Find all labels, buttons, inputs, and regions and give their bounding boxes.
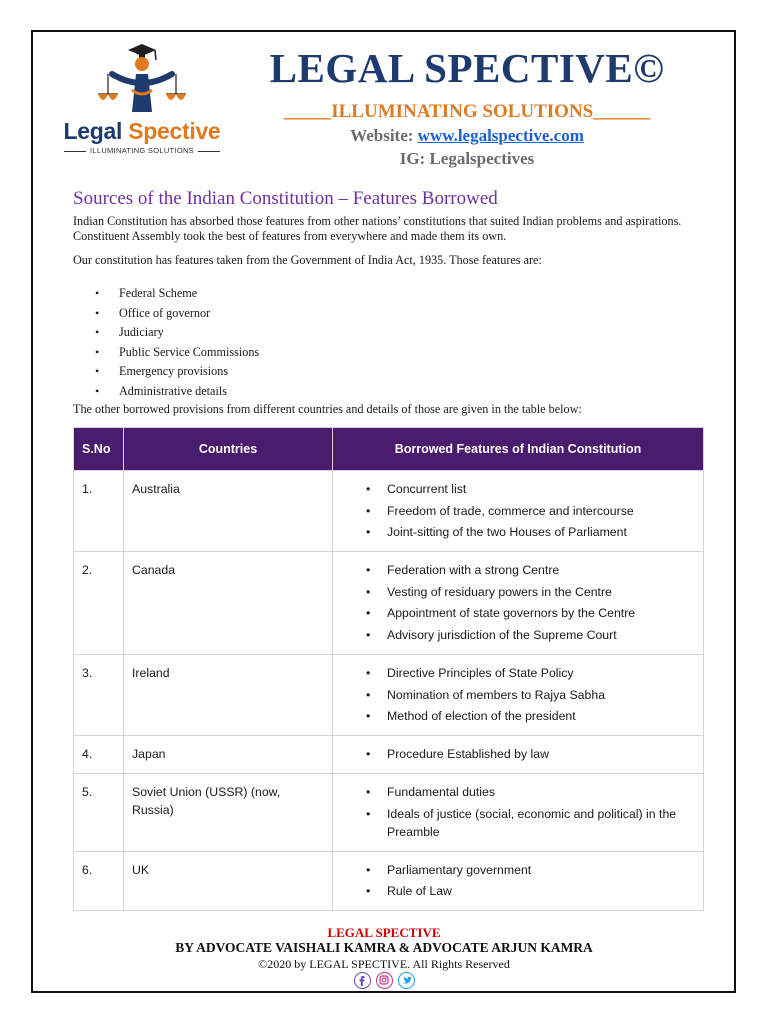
list-item: • Office of governor [95, 304, 259, 324]
feature-list [341, 561, 695, 644]
feature-list [341, 664, 695, 725]
list-item: • Nomination of members to Rajya Sabha [341, 686, 695, 704]
cell-country: Japan [124, 736, 333, 774]
list-item: • Procedure Established by law [341, 745, 695, 763]
footer-brand: LEGAL SPECTIVE [327, 925, 441, 940]
feature-list [341, 480, 695, 541]
list-item: • Federation with a strong Centre [341, 561, 695, 579]
feature-list [341, 783, 695, 841]
website-line [232, 126, 702, 146]
table-row [74, 774, 704, 852]
logo-wordmark: Legal Spective [63, 118, 221, 144]
goi-features-list [95, 284, 259, 402]
cell-features [333, 774, 704, 852]
list-item: • Parliamentary government [341, 861, 695, 879]
cell-features [333, 654, 704, 735]
table-row [74, 654, 704, 735]
table-row [74, 851, 704, 911]
list-item: • Fundamental duties [341, 783, 695, 801]
list-item: • Rule of Law [341, 882, 695, 900]
cell-sno: 3. [74, 654, 124, 735]
list-item: • Administrative details [95, 382, 259, 402]
logo [56, 40, 228, 162]
social-icons [352, 972, 418, 990]
header-tagline: _____ILLUMINATING SOLUTIONS______ [283, 101, 651, 122]
facebook-icon[interactable] [354, 972, 371, 989]
footer-authors: BY ADVOCATE VAISHALI KAMRA & ADVOCATE ARJUN KAMRA [175, 940, 593, 955]
table-intro-paragraph: The other borrowed provisions from different countries and details of those are given in the table below: [73, 402, 582, 416]
table-row [74, 552, 704, 655]
feature-list [341, 861, 695, 901]
logo-tagline: ILLUMINATING SOLUTIONS [56, 146, 228, 155]
cell-features [333, 552, 704, 655]
list-item: • Appointment of state governors by the Centre [341, 604, 695, 622]
instagram-handle: IG: Legalspectives [399, 149, 535, 168]
section-title: Sources of the Indian Constitution – Features Borrowed [73, 188, 498, 209]
list-item: • Judiciary [95, 323, 259, 343]
list-item: • Emergency provisions [95, 362, 259, 382]
header-countries: Countries [124, 428, 333, 471]
feature-list [341, 745, 695, 763]
goi-intro-paragraph: Our constitution has features taken from the Government of India Act, 1935. Those features are: [73, 253, 542, 267]
list-item: • Method of election of the president [341, 707, 695, 725]
table-header-row [74, 428, 704, 471]
list-item: • Public Service Commissions [95, 343, 259, 363]
cell-sno: 6. [74, 851, 124, 911]
list-item: • Ideals of justice (social, economic and political) in the Preamble [341, 805, 695, 841]
table-row [74, 471, 704, 552]
cell-sno: 2. [74, 552, 124, 655]
table-row [74, 736, 704, 774]
cell-sno: 1. [74, 471, 124, 552]
cell-country: Ireland [124, 654, 333, 735]
intro-paragraph: Indian Constitution has absorbed those features from other nations’ constitutions that suited Indian problems and aspirations. Constituent Assembly took the best of features from everywhere and made them its own. [73, 214, 682, 243]
list-item: • Federal Scheme [95, 284, 259, 304]
header-features: Borrowed Features of Indian Constitution [333, 428, 704, 471]
cell-sno: 5. [74, 774, 124, 852]
twitter-icon[interactable] [398, 972, 415, 989]
cell-sno: 4. [74, 736, 124, 774]
list-item: • Concurrent list [341, 480, 695, 498]
footer-copyright: ©2020 by LEGAL SPECTIVE. All Rights Reserved [258, 957, 510, 971]
cell-country: Soviet Union (USSR) (now, Russia) [124, 774, 333, 852]
website-label: Website: [350, 126, 414, 145]
brand-title: LEGAL SPECTIVE© [269, 45, 665, 91]
list-item: • Directive Principles of State Policy [341, 664, 695, 682]
list-item: • Vesting of residuary powers in the Centre [341, 583, 695, 601]
cell-country: Canada [124, 552, 333, 655]
header-sno: S.No [74, 428, 124, 471]
cell-features [333, 851, 704, 911]
logo-emblem-icon [56, 40, 228, 120]
borrowed-features-table [73, 427, 704, 911]
cell-features [333, 736, 704, 774]
instagram-icon[interactable] [376, 972, 393, 989]
list-item: • Advisory jurisdiction of the Supreme Court [341, 626, 695, 644]
website-link[interactable]: www.legalspective.com [417, 126, 584, 145]
list-item: • Joint-sitting of the two Houses of Parliament [341, 523, 695, 541]
cell-country: Australia [124, 471, 333, 552]
cell-country: UK [124, 851, 333, 911]
cell-features [333, 471, 704, 552]
list-item: • Freedom of trade, commerce and intercourse [341, 502, 695, 520]
